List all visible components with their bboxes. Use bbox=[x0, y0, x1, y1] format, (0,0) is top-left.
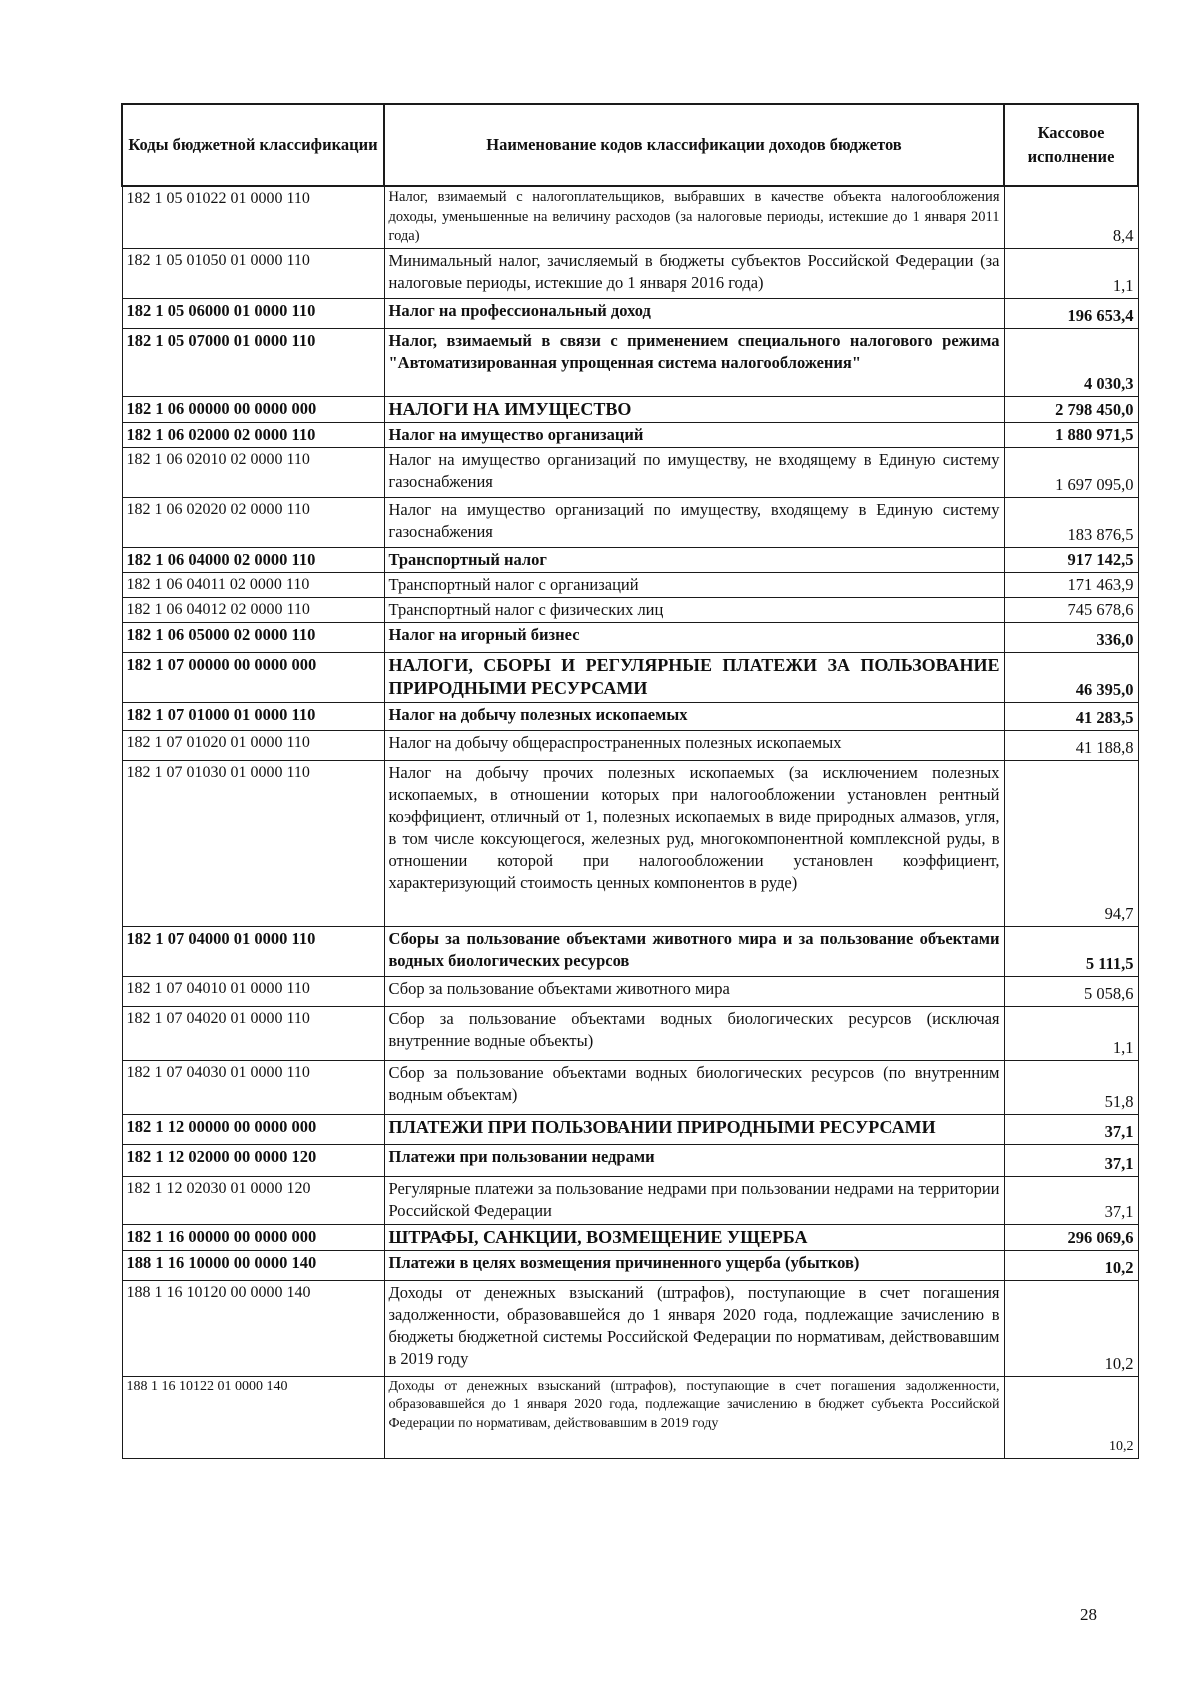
table-row bbox=[122, 652, 1138, 702]
row-code: 182 1 06 00000 00 0000 000 bbox=[122, 396, 384, 422]
row-code: 182 1 07 01020 01 0000 110 bbox=[122, 730, 384, 760]
table-row bbox=[122, 298, 1138, 328]
table-row bbox=[122, 702, 1138, 730]
row-code: 182 1 16 00000 00 0000 000 bbox=[122, 1224, 384, 1250]
table-row bbox=[122, 976, 1138, 1006]
row-code: 182 1 06 04011 02 0000 110 bbox=[122, 572, 384, 597]
row-amount: 183 876,5 bbox=[1004, 497, 1138, 547]
header-name: Наименование кодов классификации доходов бюджетов bbox=[384, 104, 1004, 186]
row-code: 182 1 07 01030 01 0000 110 bbox=[122, 760, 384, 926]
row-name: Доходы от денежных взысканий (штрафов), поступающие в счет погашения задолженности, образовавшейся до 1 января 2020 года, подлежащие зачислению в бюджет субъекта Российской Федерации по нормативам, действовавшим в 2019 году bbox=[384, 1376, 1004, 1458]
row-name: Сбор за пользование объектами животного мира bbox=[384, 976, 1004, 1006]
row-amount: 37,1 bbox=[1004, 1144, 1138, 1176]
row-amount: 37,1 bbox=[1004, 1176, 1138, 1224]
row-name: Сбор за пользование объектами водных биологических ресурсов (исключая внутренние водные объекты) bbox=[384, 1006, 1004, 1060]
row-amount: 1 697 095,0 bbox=[1004, 447, 1138, 497]
table-row bbox=[122, 328, 1138, 396]
table-row bbox=[122, 1250, 1138, 1280]
table-row bbox=[122, 730, 1138, 760]
row-name: Налог на имущество организаций по имуществу, не входящему в Единую систему газоснабжения bbox=[384, 447, 1004, 497]
table-row bbox=[122, 597, 1138, 622]
table-row bbox=[122, 1176, 1138, 1224]
row-name: Регулярные платежи за пользование недрами при пользовании недрами на территории Российской Федерации bbox=[384, 1176, 1004, 1224]
table-row bbox=[122, 547, 1138, 572]
row-amount: 94,7 bbox=[1004, 760, 1138, 926]
row-name: Доходы от денежных взысканий (штрафов), поступающие в счет погашения задолженности, образовавшейся до 1 января 2020 года, подлежащие зачислению в бюджеты бюджетной системы Российской Федерации по нормативам, действовавшим в 2019 году bbox=[384, 1280, 1004, 1376]
table-row bbox=[122, 1376, 1138, 1458]
row-amount: 37,1 bbox=[1004, 1114, 1138, 1144]
row-amount: 8,4 bbox=[1004, 186, 1138, 248]
row-code: 182 1 05 01050 01 0000 110 bbox=[122, 248, 384, 298]
row-code: 182 1 05 01022 01 0000 110 bbox=[122, 186, 384, 248]
row-amount: 2 798 450,0 bbox=[1004, 396, 1138, 422]
row-code: 182 1 07 01000 01 0000 110 bbox=[122, 702, 384, 730]
row-code: 182 1 07 00000 00 0000 000 bbox=[122, 652, 384, 702]
row-amount: 1,1 bbox=[1004, 1006, 1138, 1060]
row-amount: 46 395,0 bbox=[1004, 652, 1138, 702]
row-amount: 336,0 bbox=[1004, 622, 1138, 652]
row-code: 182 1 12 00000 00 0000 000 bbox=[122, 1114, 384, 1144]
row-name: Транспортный налог bbox=[384, 547, 1004, 572]
row-amount: 41 283,5 bbox=[1004, 702, 1138, 730]
table-row bbox=[122, 1060, 1138, 1114]
row-amount: 5 111,5 bbox=[1004, 926, 1138, 976]
row-amount: 171 463,9 bbox=[1004, 572, 1138, 597]
row-name: Сбор за пользование объектами водных биологических ресурсов (по внутренним водным объектам) bbox=[384, 1060, 1004, 1114]
table-row bbox=[122, 572, 1138, 597]
row-name: Транспортный налог с организаций bbox=[384, 572, 1004, 597]
row-code: 182 1 06 05000 02 0000 110 bbox=[122, 622, 384, 652]
table-row bbox=[122, 760, 1138, 926]
row-amount: 5 058,6 bbox=[1004, 976, 1138, 1006]
table-row bbox=[122, 1144, 1138, 1176]
row-amount: 1,1 bbox=[1004, 248, 1138, 298]
row-code: 182 1 06 04000 02 0000 110 bbox=[122, 547, 384, 572]
header-amount: Кассовое исполнение bbox=[1004, 104, 1138, 186]
row-name: Налог на добычу полезных ископаемых bbox=[384, 702, 1004, 730]
table-row bbox=[122, 186, 1138, 248]
row-name: Налог на игорный бизнес bbox=[384, 622, 1004, 652]
row-code: 182 1 05 06000 01 0000 110 bbox=[122, 298, 384, 328]
table-row bbox=[122, 422, 1138, 447]
row-amount: 10,2 bbox=[1004, 1250, 1138, 1280]
table-row bbox=[122, 1224, 1138, 1250]
row-name: НАЛОГИ, СБОРЫ И РЕГУЛЯРНЫЕ ПЛАТЕЖИ ЗА ПОЛЬЗОВАНИЕ ПРИРОДНЫМИ РЕСУРСАМИ bbox=[384, 652, 1004, 702]
table-row bbox=[122, 622, 1138, 652]
row-amount: 41 188,8 bbox=[1004, 730, 1138, 760]
row-code: 182 1 06 02020 02 0000 110 bbox=[122, 497, 384, 547]
row-code: 182 1 06 02010 02 0000 110 bbox=[122, 447, 384, 497]
row-amount: 917 142,5 bbox=[1004, 547, 1138, 572]
budget-revenue-table bbox=[121, 103, 1139, 1459]
table-row bbox=[122, 447, 1138, 497]
row-name: Сборы за пользование объектами животного мира и за пользование объектами водных биологических ресурсов bbox=[384, 926, 1004, 976]
table-header-row bbox=[122, 104, 1138, 186]
row-name: Платежи при пользовании недрами bbox=[384, 1144, 1004, 1176]
table-row bbox=[122, 248, 1138, 298]
table-row bbox=[122, 1114, 1138, 1144]
table-row bbox=[122, 396, 1138, 422]
table-row bbox=[122, 1006, 1138, 1060]
table-row bbox=[122, 1280, 1138, 1376]
row-amount: 51,8 bbox=[1004, 1060, 1138, 1114]
row-code: 182 1 12 02030 01 0000 120 bbox=[122, 1176, 384, 1224]
row-name: НАЛОГИ НА ИМУЩЕСТВО bbox=[384, 396, 1004, 422]
row-name: Налог на имущество организаций по имуществу, входящему в Единую систему газоснабжения bbox=[384, 497, 1004, 547]
row-name: Транспортный налог с физических лиц bbox=[384, 597, 1004, 622]
row-code: 188 1 16 10000 00 0000 140 bbox=[122, 1250, 384, 1280]
row-name: Налог, взимаемый с налогоплательщиков, выбравших в качестве объекта налогообложения доходы, уменьшенные на величину расходов (за налоговые периоды, истекшие до 1 января 2011 года) bbox=[384, 186, 1004, 248]
row-amount: 4 030,3 bbox=[1004, 328, 1138, 396]
row-name: Платежи в целях возмещения причиненного ущерба (убытков) bbox=[384, 1250, 1004, 1280]
row-name: ШТРАФЫ, САНКЦИИ, ВОЗМЕЩЕНИЕ УЩЕРБА bbox=[384, 1224, 1004, 1250]
row-code: 188 1 16 10120 00 0000 140 bbox=[122, 1280, 384, 1376]
row-amount: 196 653,4 bbox=[1004, 298, 1138, 328]
row-code: 182 1 07 04030 01 0000 110 bbox=[122, 1060, 384, 1114]
row-amount: 10,2 bbox=[1004, 1280, 1138, 1376]
row-code: 182 1 07 04020 01 0000 110 bbox=[122, 1006, 384, 1060]
page-number: 28 bbox=[1080, 1605, 1097, 1624]
table-row bbox=[122, 497, 1138, 547]
row-name: ПЛАТЕЖИ ПРИ ПОЛЬЗОВАНИИ ПРИРОДНЫМИ РЕСУРСАМИ bbox=[384, 1114, 1004, 1144]
row-name: Налог на имущество организаций bbox=[384, 422, 1004, 447]
row-code: 182 1 07 04010 01 0000 110 bbox=[122, 976, 384, 1006]
row-code: 182 1 06 02000 02 0000 110 bbox=[122, 422, 384, 447]
row-name: Налог на профессиональный доход bbox=[384, 298, 1004, 328]
row-amount: 10,2 bbox=[1004, 1376, 1138, 1458]
row-name: Налог, взимаемый в связи с применением специального налогового режима "Автоматизированная упрощенная система налогообложения" bbox=[384, 328, 1004, 396]
row-amount: 296 069,6 bbox=[1004, 1224, 1138, 1250]
header-code: Коды бюджетной классификации bbox=[122, 104, 384, 186]
row-code: 182 1 12 02000 00 0000 120 bbox=[122, 1144, 384, 1176]
row-name: Налог на добычу прочих полезных ископаемых (за исключением полезных ископаемых, в отношении которых при налогообложении установлен рентный коэффициент, отличный от 1, полезных ископаемых в виде природных алмазов, угля, в том числе коксующегося, железных руд, многокомпонентной комплексной руды, в отношении которой при налогообложении установлен коэффициент, характеризующий стоимость ценных компонентов в руде) bbox=[384, 760, 1004, 926]
row-code: 182 1 05 07000 01 0000 110 bbox=[122, 328, 384, 396]
row-code: 188 1 16 10122 01 0000 140 bbox=[122, 1376, 384, 1458]
row-code: 182 1 06 04012 02 0000 110 bbox=[122, 597, 384, 622]
row-code: 182 1 07 04000 01 0000 110 bbox=[122, 926, 384, 976]
row-amount: 745 678,6 bbox=[1004, 597, 1138, 622]
row-name: Налог на добычу общераспространенных полезных ископаемых bbox=[384, 730, 1004, 760]
table-row bbox=[122, 926, 1138, 976]
row-amount: 1 880 971,5 bbox=[1004, 422, 1138, 447]
row-name: Минимальный налог, зачисляемый в бюджеты субъектов Российской Федерации (за налоговые периоды, истекшие до 1 января 2016 года) bbox=[384, 248, 1004, 298]
